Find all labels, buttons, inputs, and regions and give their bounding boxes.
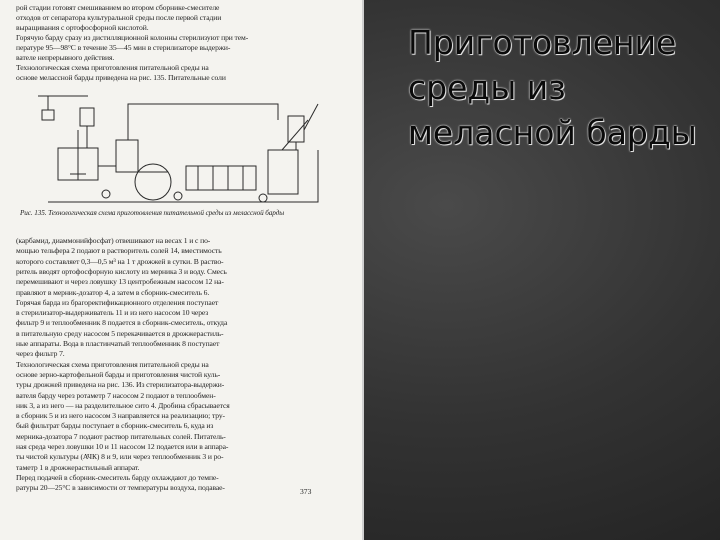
figure-caption: Рис. 135. Технологическая схема приготовления питательной среды из мелассной барды bbox=[20, 209, 285, 217]
text-line: вателе непрерывного действия. bbox=[16, 53, 115, 62]
text-line: Горячая барда из брагоректификационного отделения поступает bbox=[16, 297, 219, 307]
text-line: выращивания с ортофосфорной кислотой. bbox=[16, 23, 149, 32]
text-line: Перед подачей в сборник-смеситель барду охлаждают до темпе- bbox=[16, 472, 219, 482]
page-number: 373 bbox=[300, 487, 312, 496]
text-line: Горячую барду сразу из дистилляционной колонны стерилизуют при тем- bbox=[16, 33, 249, 42]
text-line: ты чистой культуры (АЧК) 8 и 9, или через теплообменник 3 и ро- bbox=[16, 452, 224, 462]
text-line: в стерилизатор-выдерживатель 11 и из него насосом 10 через bbox=[16, 308, 209, 318]
text-line: фильтр 9 и теплообменник 8 подается в сборник-смеситель, откуда bbox=[16, 318, 228, 328]
text-line: ратуры 20—25°С в зависимости от температуры воздуха, подавае- bbox=[16, 483, 225, 493]
text-line: через фильтр 7. bbox=[16, 349, 65, 359]
text-line: ные аппараты. Вода в пластинчатый теплообменник 8 поступает bbox=[16, 339, 220, 348]
text-line: пературе 95—98°С в течение 35—45 мин в стерилизаторе выдержи- bbox=[16, 43, 231, 52]
text-line: туры дрожжей приведена на рис. 136. Из стерилизатора-выдержи- bbox=[16, 380, 225, 390]
text-line: отходов от сепаратора культуральной среды после первой стадии bbox=[16, 13, 222, 22]
text-line: правляют в мерник-дозатор 4, а затем в сборник-смеситель 6. bbox=[16, 287, 210, 297]
text-line: мощью тельфера 2 подают в растворитель солей 14, вместимость bbox=[16, 246, 222, 256]
text-line: ная среда через ловушки 10 и 11 насосом 12 подается или в аппара- bbox=[16, 442, 229, 451]
text-line: вателя барду через ротаметр 7 насосом 2 подают в теплообмен- bbox=[16, 390, 216, 400]
slide-title: Приготовление среды из меласной барды bbox=[408, 23, 697, 152]
text-line: перемешивают и через ловушку 13 центробежным насосом 12 на- bbox=[16, 277, 224, 287]
text-line: которого составляет 0,3—0,5 м³ на 1 т дрожжей в сутки. В раство- bbox=[16, 256, 224, 266]
text-line: Технологическая схема приготовления питательной среды на bbox=[16, 63, 209, 72]
text-line: таметр 1 в дрожжерастильный аппарат. bbox=[16, 462, 140, 472]
text-line: основе зерно-картофельной барды и приготовления чистой куль- bbox=[16, 369, 221, 379]
text-line: (карбамид, диаммонийфосфат) отвешивают на весах 1 и с по- bbox=[16, 236, 211, 245]
text-line: в сборник 5 и из него насосом 3 направляется на реализацию; тру- bbox=[16, 411, 225, 421]
panel-divider bbox=[362, 0, 364, 540]
text-line: ник 3, а из него — на разделительное сито 4. Дробина сбрасывается bbox=[16, 400, 230, 410]
text-line: рой стадии готовят смешиванием во втором сборнике-смесителе bbox=[16, 3, 220, 12]
text-line: ритель вводят ортофосфорную кислоту из мерника 3 и воду. Смесь bbox=[16, 266, 227, 276]
text-line: бый фильтрат барды поступает в сборник-смеситель 6, куда из bbox=[16, 421, 214, 431]
text-line: мерника-дозатора 7 подают раствор питательных солей. Питатель- bbox=[16, 431, 226, 441]
text-line: основе мелассной барды приведена на рис. 135. Питательные соли bbox=[16, 73, 226, 82]
text-line: в питательную среду насосом 5 перекачивается в дрожжерастиль- bbox=[16, 328, 224, 338]
technological-scheme-diagram bbox=[18, 90, 338, 208]
text-line: Технологическая схема приготовления питательной среды на bbox=[16, 359, 209, 369]
